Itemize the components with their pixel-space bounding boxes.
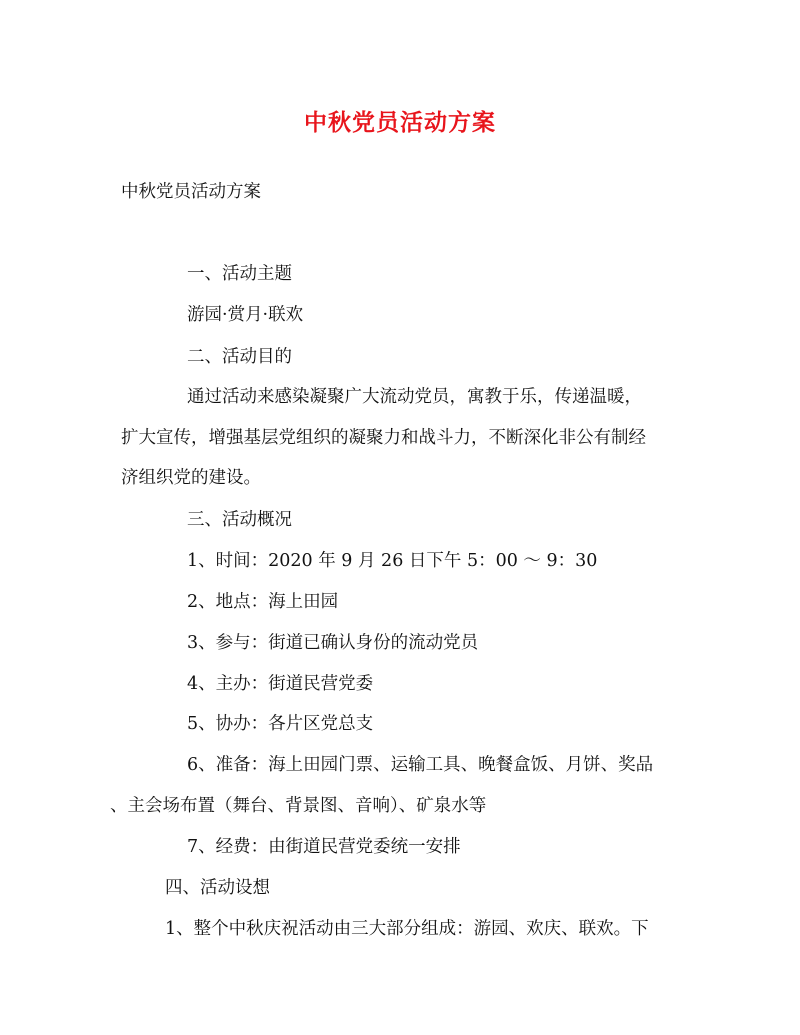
overview-item-participants: 3、参与：街道已确认身份的流动党员: [187, 633, 479, 653]
section-heading-overview: 三、活动概况: [187, 510, 292, 530]
section-heading-theme: 一、活动主题: [187, 264, 292, 284]
overview-item-time: 1、时间：2020 年 9 月 26 日下午 5：00 ～ 9：30: [187, 551, 598, 571]
section-heading-concept: 四、活动设想: [165, 878, 270, 898]
purpose-paragraph-line: 通过活动来感染凝聚广大流动党员，寓教于乐，传递温暖，: [187, 387, 642, 407]
purpose-paragraph-line: 济组织党的建设。: [121, 468, 261, 488]
overview-item-preparation: 6、准备：海上田园门票、运输工具、晚餐盒饭、月饼、奖品: [187, 755, 654, 775]
overview-item-location: 2、地点：海上田园: [187, 592, 339, 612]
overview-item-organizer: 4、主办：街道民营党委: [187, 674, 374, 694]
document-title: 中秋党员活动方案: [304, 109, 496, 136]
overview-item-co-organizer: 5、协办：各片区党总支: [187, 714, 374, 734]
theme-text: 游园·赏月·联欢: [187, 305, 304, 325]
purpose-paragraph-line: 扩大宣传，增强基层党组织的凝聚力和战斗力，不断深化非公有制经: [121, 428, 646, 448]
document-subtitle: 中秋党员活动方案: [121, 182, 261, 202]
overview-item-preparation-cont: 、主会场布置（舞台、背景图、音响）、矿泉水等: [110, 796, 487, 816]
concept-paragraph-line: 1、整个中秋庆祝活动由三大部分组成：游园、欢庆、联欢。下: [165, 919, 649, 939]
section-heading-purpose: 二、活动目的: [187, 347, 292, 367]
overview-item-budget: 7、经费：由街道民营党委统一安排: [187, 837, 461, 857]
